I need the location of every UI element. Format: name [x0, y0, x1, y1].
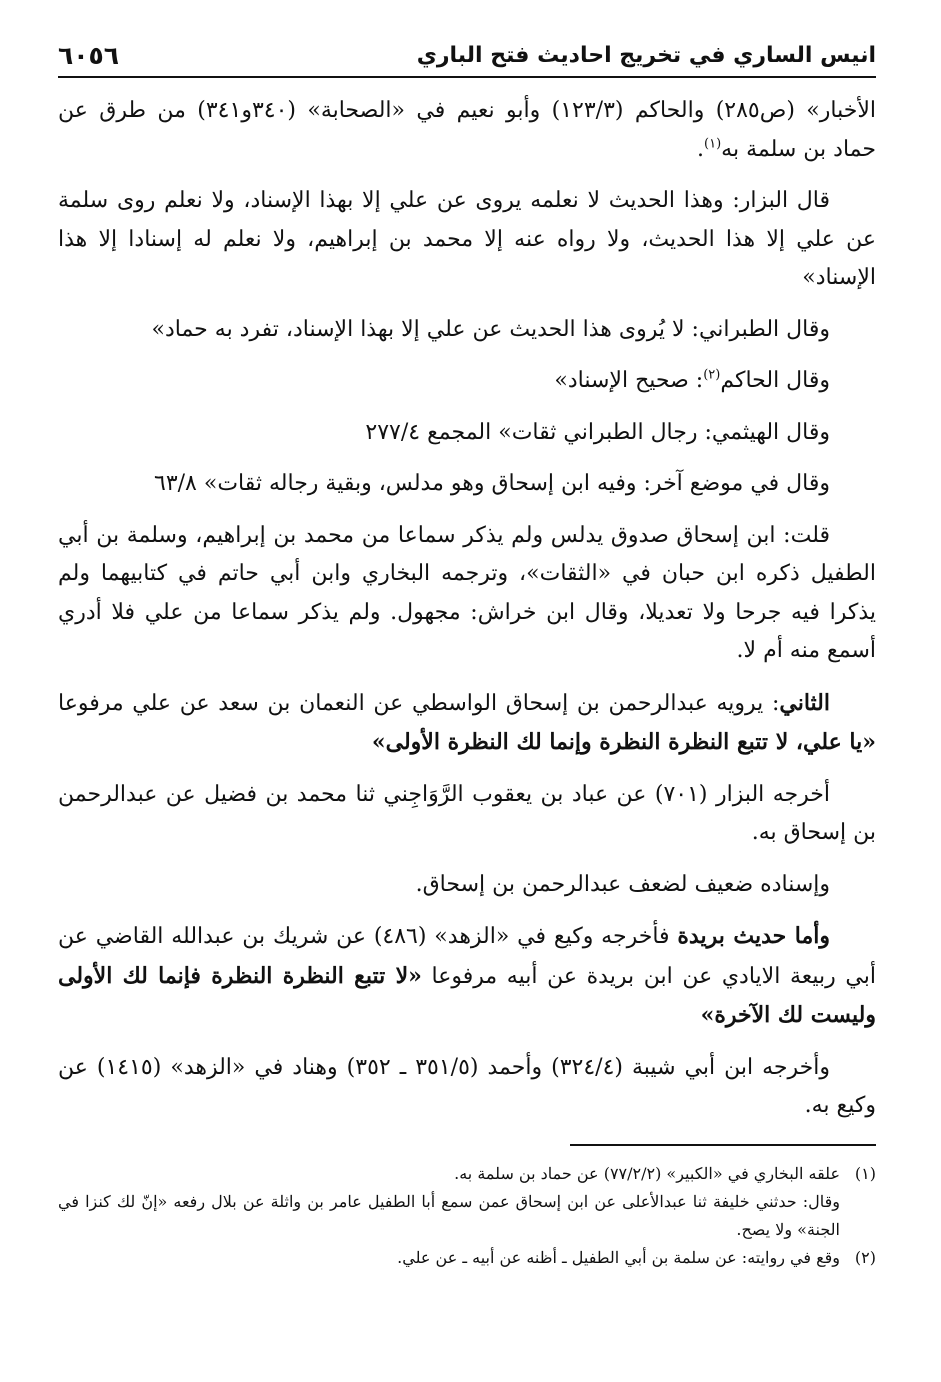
paragraph — [58, 92, 876, 169]
paragraph — [58, 917, 876, 1036]
main-text — [58, 92, 876, 1126]
text-run: وقال في موضع آخر: وفيه ابن إسحاق وهو مدلس، وبقية رجاله ثقات» ٦٣/٨ — [154, 471, 830, 496]
text-run: وقال الحاكم — [720, 368, 830, 393]
paragraph — [58, 465, 876, 504]
paragraph — [58, 517, 876, 671]
book-page — [58, 32, 876, 1272]
paragraph — [58, 311, 876, 350]
page-number: ٦٠٥٦ — [58, 41, 120, 70]
footnote-divider — [570, 1144, 876, 1146]
text-run: الأخبار» (ص٢٨٥) والحاكم (١٢٣/٣) وأبو نعيم في «الصحابة» (٣٤٠و٣٤١) من طرق عن حماد بن سلمة به — [58, 98, 876, 162]
text-run: : يرويه عبدالرحمن بن إسحاق الواسطي عن النعمان بن سعد عن علي مرفوعا — [58, 690, 780, 716]
paragraph — [58, 182, 876, 298]
paragraph — [58, 866, 876, 905]
text-run: قال البزار: وهذا الحديث لا نعلمه يروى عن علي إلا بهذا الإسناد، ولا نعلم روى سلمة عن علي إلا هذا الحديث، ولا رواه عنه إلا محمد بن إبراهيم، ولا نعلم له إسنادا إلا هذا الإسناد» — [58, 188, 876, 290]
footnote-reference[interactable]: (٢) — [703, 367, 721, 383]
text-run: فأخرجه وكيع في «الزهد» (٤٨٦) عن شريك بن عبدالله القاضي عن أبي ربيعة الايادي عن ابن بريدة عن أبيه مرفوعا — [58, 924, 876, 989]
footnote-continuation: وقال: حدثني خليفة ثنا عبدالأعلى عن ابن إسحاق عمن سمع أبا الطفيل عامر بن واثلة عن بلال رفعه «إنّ لك كنزا في الجنة» ولا يصح. — [58, 1191, 840, 1239]
book-title: انيس الساري في تخريج احاديث فتح الباري — [416, 43, 876, 68]
text-run: وقال الطبراني: لا يُروى هذا الحديث عن علي إلا بهذا الإسناد، تفرد به حماد» — [151, 316, 830, 342]
section-label: الثاني — [779, 689, 830, 716]
paragraph — [58, 1049, 876, 1126]
running-header — [58, 32, 876, 78]
hadith-quote: «لا تتبع النظرة النظرة فإنما لك الأولى وليست لك الآخرة» — [58, 962, 876, 1028]
footnote-item — [58, 1244, 876, 1272]
footnotes — [58, 1160, 876, 1272]
paragraph — [58, 414, 876, 453]
text-run: وأخرجه ابن أبي شيبة (٣٢٤/٤) وأحمد (٣٥١/٥ ـ ٣٥٢) وهناد في «الزهد» (١٤١٥) عن وكيع به. — [58, 1054, 876, 1118]
text-run: قلت: ابن إسحاق صدوق يدلس ولم يذكر سماعا من محمد بن إبراهيم، وسلمة بن أبي الطفيل ذكره ابن حبان في «الثقات»، وترجمه البخاري وابن أبي حاتم في كتابيهما ولم يذكرا فيه جرحا ولا تعديلا، وقال ابن خراش: مجهول. ولم يذكر سماعا من علي فلا أدري أسمع منه أم لا. — [58, 522, 876, 663]
footnote-number: (١) — [854, 1163, 876, 1183]
text-run: وإسناده ضعيف لضعف عبدالرحمن بن إسحاق. — [415, 871, 830, 897]
text-run: أخرجه البزار (٧٠١) عن عباد بن يعقوب الرَّوَاجِني ثنا محمد بن فضيل عن عبدالرحمن بن إسحاق به. — [58, 781, 876, 845]
text-run: وقال الهيثمي: رجال الطبراني ثقات» المجمع ٢٧٧/٤ — [365, 419, 830, 445]
section-label: وأما حديث بريدة — [677, 923, 830, 949]
hadith-quote: «يا علي، لا تتبع النظرة النظرة وإنما لك النظرة الأولى» — [371, 729, 876, 755]
footnote-item — [58, 1160, 876, 1188]
footnote-number: (٢) — [854, 1247, 876, 1267]
text-run: : صحيح الإسناد» — [554, 368, 704, 393]
paragraph — [58, 776, 876, 853]
footnote-reference[interactable]: (١) — [704, 136, 722, 152]
paragraph — [58, 684, 876, 763]
paragraph — [58, 362, 876, 401]
footnote-text: علقه البخاري في «الكبير» (٧٧/٢/٢) عن حماد بن سلمة به. — [454, 1163, 840, 1183]
text-run: . — [697, 136, 705, 162]
footnote-text: وقع في روايته: عن سلمة بن أبي الطفيل ـ أظنه عن أبيه ـ عن علي. — [397, 1247, 840, 1267]
